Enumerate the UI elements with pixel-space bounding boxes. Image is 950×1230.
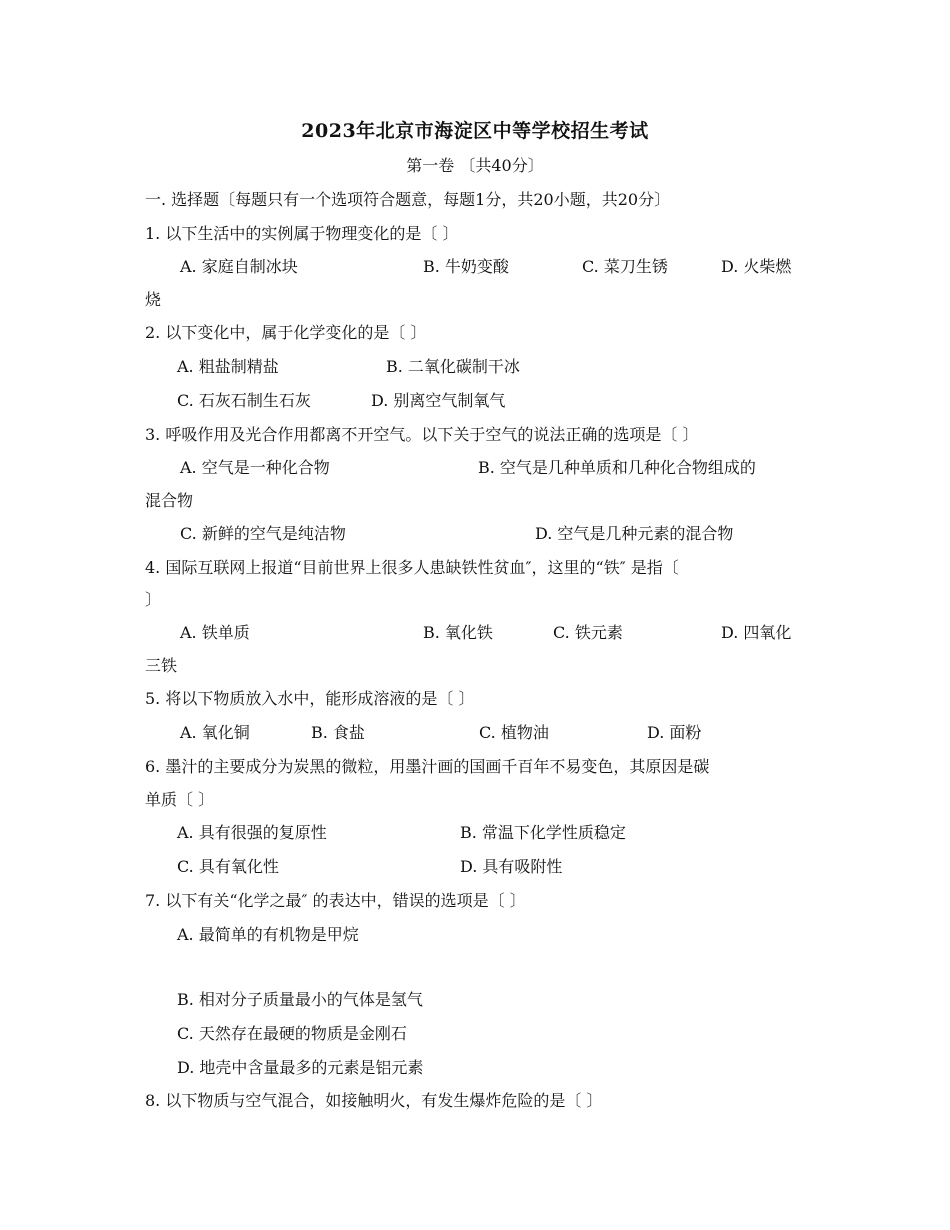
question-2-option-a: A. 粗盐制精盐	[177, 357, 279, 376]
question-7-option-c: C. 天然存在最硬的物质是金刚石	[177, 1024, 407, 1043]
question-4-option-d-wrap: 三铁	[145, 656, 178, 675]
question-3-stem: 3. 呼吸作用及光合作用都离不开空气。以下关于空气的说法正确的选项是〔 〕	[145, 425, 699, 444]
exam-title: 2023年北京市海淀区中等学校招生考试	[301, 120, 649, 142]
question-2-option-b: B. 二氧化碳制干冰	[386, 357, 520, 376]
question-6-option-c: C. 具有氧化性	[177, 857, 279, 876]
question-5-stem: 5. 将以下物质放入水中，能形成溶液的是〔 〕	[145, 689, 475, 708]
section-heading: 一. 选择题〔每题只有一个选项符合题意，每题1分，共20小题，共20分〕	[145, 190, 671, 209]
question-3-option-b-wrap: 混合物	[145, 491, 194, 510]
question-1-option-d-wrap: 烧	[145, 290, 162, 309]
question-1-option-a: A. 家庭自制冰块	[180, 257, 298, 276]
question-1-option-c: C. 菜刀生锈	[582, 257, 668, 276]
question-4-stem: 4. 国际互联网上报道“目前世界上很多人患缺铁性贫血″，这里的“铁″ 是指〔	[145, 558, 679, 577]
question-5-option-c: C. 植物油	[479, 723, 549, 742]
question-7-stem: 7. 以下有关“化学之最″ 的表达中，错误的选项是〔 〕	[145, 891, 526, 910]
question-4-option-d: D. 四氧化	[721, 623, 792, 642]
question-2-option-c: C. 石灰石制生石灰	[177, 391, 311, 410]
volume-subtitle: 第一卷 〔共40分〕	[406, 156, 544, 175]
question-6-option-a: A. 具有很强的复原性	[177, 823, 327, 842]
question-7-option-b: B. 相对分子质量最小的气体是氢气	[177, 990, 423, 1009]
question-4-option-b: B. 氧化铁	[423, 623, 493, 642]
question-3-option-b: B. 空气是几种单质和几种化合物组成的	[478, 458, 756, 477]
question-1-option-b: B. 牛奶变酸	[423, 257, 509, 276]
question-5-option-d: D. 面粉	[647, 723, 702, 742]
question-4-option-a: A. 铁单质	[180, 623, 250, 642]
question-5-option-a: A. 氧化铜	[180, 723, 250, 742]
question-6-option-d: D. 具有吸附性	[460, 857, 563, 876]
question-3-option-c: C. 新鲜的空气是纯洁物	[180, 524, 346, 543]
question-4-option-c: C. 铁元素	[553, 623, 623, 642]
question-6-stem-wrap: 单质〔 〕	[145, 790, 215, 809]
question-6-stem: 6. 墨汁的主要成分为炭黑的微粒，用墨汁画的国画千百年不易变色，其原因是碳	[145, 757, 710, 776]
question-3-option-a: A. 空气是一种化合物	[180, 458, 330, 477]
question-7-option-a: A. 最简单的有机物是甲烷	[177, 925, 359, 944]
question-4-stem-wrap: 〕	[145, 590, 162, 609]
question-3-option-d: D. 空气是几种元素的混合物	[535, 524, 734, 543]
question-5-option-b: B. 食盐	[311, 723, 365, 742]
question-6-option-b: B. 常温下化学性质稳定	[460, 823, 626, 842]
question-7-option-d: D. 地壳中含量最多的元素是铝元素	[177, 1058, 424, 1077]
question-1-option-d: D. 火柴燃	[721, 257, 792, 276]
question-2-option-d: D. 别离空气制氧气	[371, 391, 506, 410]
question-2-stem: 2. 以下变化中，属于化学变化的是〔 〕	[145, 323, 427, 342]
question-1-stem: 1. 以下生活中的实例属于物理变化的是〔 〕	[145, 224, 459, 243]
question-8-stem: 8. 以下物质与空气混合，如接触明火，有发生爆炸危险的是〔 〕	[145, 1091, 603, 1110]
